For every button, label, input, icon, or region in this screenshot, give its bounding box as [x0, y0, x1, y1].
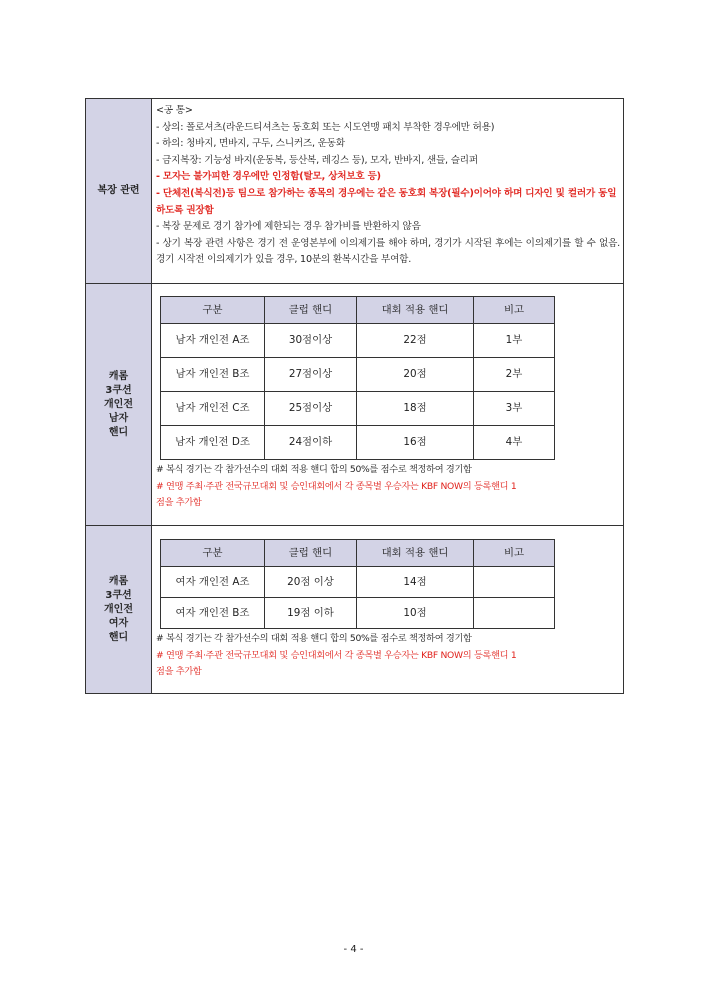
table-cell: 남자 개인전 C조	[161, 392, 265, 426]
table-cell: 18점	[357, 392, 474, 426]
table-cell: 24점이하	[265, 426, 357, 460]
table-cell: 1부	[474, 324, 555, 358]
rules-table	[85, 98, 624, 694]
dress-line: - 복장 문제로 경기 참가에 제한되는 경우 참가비를 반환하지 않음	[156, 221, 421, 233]
dress-line: <공 통>	[156, 105, 193, 116]
table-cell: 16점	[357, 426, 474, 460]
table-row	[161, 598, 555, 629]
table-cell: 14점	[357, 567, 474, 598]
winner-note-cont: 점을 추가함	[156, 666, 202, 677]
table-cell: 20점	[357, 358, 474, 392]
winner-note-cont: 점을 추가함	[156, 497, 202, 508]
male-handicap-table	[160, 296, 555, 460]
table-cell	[474, 567, 555, 598]
table-cell: 19점 이하	[265, 598, 357, 629]
dress-row	[86, 99, 624, 284]
column-header: 클럽 핸디	[265, 297, 357, 324]
table-cell: 남자 개인전 A조	[161, 324, 265, 358]
table-header-row	[161, 297, 555, 324]
male-handicap-label: 캐롬 3쿠션 개인전 남자 핸디	[86, 284, 152, 526]
table-cell: 22점	[357, 324, 474, 358]
table-cell: 10점	[357, 598, 474, 629]
winner-note: # 연맹 주최·주관 전국규모대회 및 승인대회에서 각 종목별 우승자는 KBF NOW의 등록핸디 1	[156, 480, 517, 492]
dress-line: - 상의: 폴로셔츠(라운드티셔츠는 동호회 또는 시도연맹 패치 부착한 경우에만 허용)	[156, 121, 495, 133]
table-cell: 여자 개인전 B조	[161, 598, 265, 629]
table-cell: 3부	[474, 392, 555, 426]
dress-line: - 금지복장: 기능성 바지(운동복, 등산복, 레깅스 등), 모자, 반바지, 샌들, 슬리퍼	[156, 154, 478, 166]
column-header: 대회 적용 핸디	[357, 540, 474, 567]
dress-line: - 상기 복장 관련 사항은 경기 전 운영본부에 이의제기를 해야 하며, 경기가 시작된 후에는 이의제기를 할 수 없음. 경기 시작전 이의제기가 있을 경우, 10분의 환복시간을 부여함.	[156, 237, 620, 266]
female-handicap-table	[160, 539, 555, 629]
male-handicap-content	[152, 284, 624, 526]
table-cell: 남자 개인전 B조	[161, 358, 265, 392]
column-header: 대회 적용 핸디	[357, 297, 474, 324]
dress-label: 복장 관련	[86, 99, 152, 284]
table-row	[161, 426, 555, 460]
table-header-row	[161, 540, 555, 567]
table-cell: 여자 개인전 A조	[161, 567, 265, 598]
table-row	[161, 567, 555, 598]
column-header: 비고	[474, 297, 555, 324]
dress-content	[152, 99, 624, 284]
dress-red-line: - 모자는 불가피한 경우에만 인정함(탈모, 상처보호 등)	[156, 171, 381, 183]
table-row	[161, 324, 555, 358]
column-header: 클럽 핸디	[265, 540, 357, 567]
table-cell: 2부	[474, 358, 555, 392]
table-cell: 27점이상	[265, 358, 357, 392]
female-handicap-content	[152, 526, 624, 694]
column-header: 구분	[161, 540, 265, 567]
table-row	[161, 358, 555, 392]
winner-note: # 연맹 주최·주관 전국규모대회 및 승인대회에서 각 종목별 우승자는 KBF NOW의 등록핸디 1	[156, 649, 517, 661]
table-cell: 25점이상	[265, 392, 357, 426]
doubles-note: # 복식 경기는 각 참가선수의 대회 적용 핸디 합의 50%를 점수로 책정하여 경기함	[156, 464, 472, 475]
table-cell	[474, 598, 555, 629]
table-cell: 20점 이상	[265, 567, 357, 598]
table-cell: 30점이상	[265, 324, 357, 358]
page-number: - 4 -	[343, 944, 364, 955]
table-cell: 4부	[474, 426, 555, 460]
female-handicap-row	[86, 526, 624, 694]
column-header: 비고	[474, 540, 555, 567]
dress-red-line: - 단체전(복식전)등 팀으로 참가하는 종목의 경우에는 같은 동호회 복장(필수)이어야 하며 디자인 및 컬러가 동일하도록 권장함	[156, 187, 617, 216]
table-row	[161, 392, 555, 426]
doubles-note: # 복식 경기는 각 참가선수의 대회 적용 핸디 합의 50%를 점수로 책정하여 경기함	[156, 633, 472, 644]
column-header: 구분	[161, 297, 265, 324]
female-handicap-label: 캐롬 3쿠션 개인전 여자 핸디	[86, 526, 152, 694]
male-handicap-row	[86, 284, 624, 526]
dress-line: - 하의: 청바지, 면바지, 구두, 스니커즈, 운동화	[156, 138, 345, 150]
table-cell: 남자 개인전 D조	[161, 426, 265, 460]
